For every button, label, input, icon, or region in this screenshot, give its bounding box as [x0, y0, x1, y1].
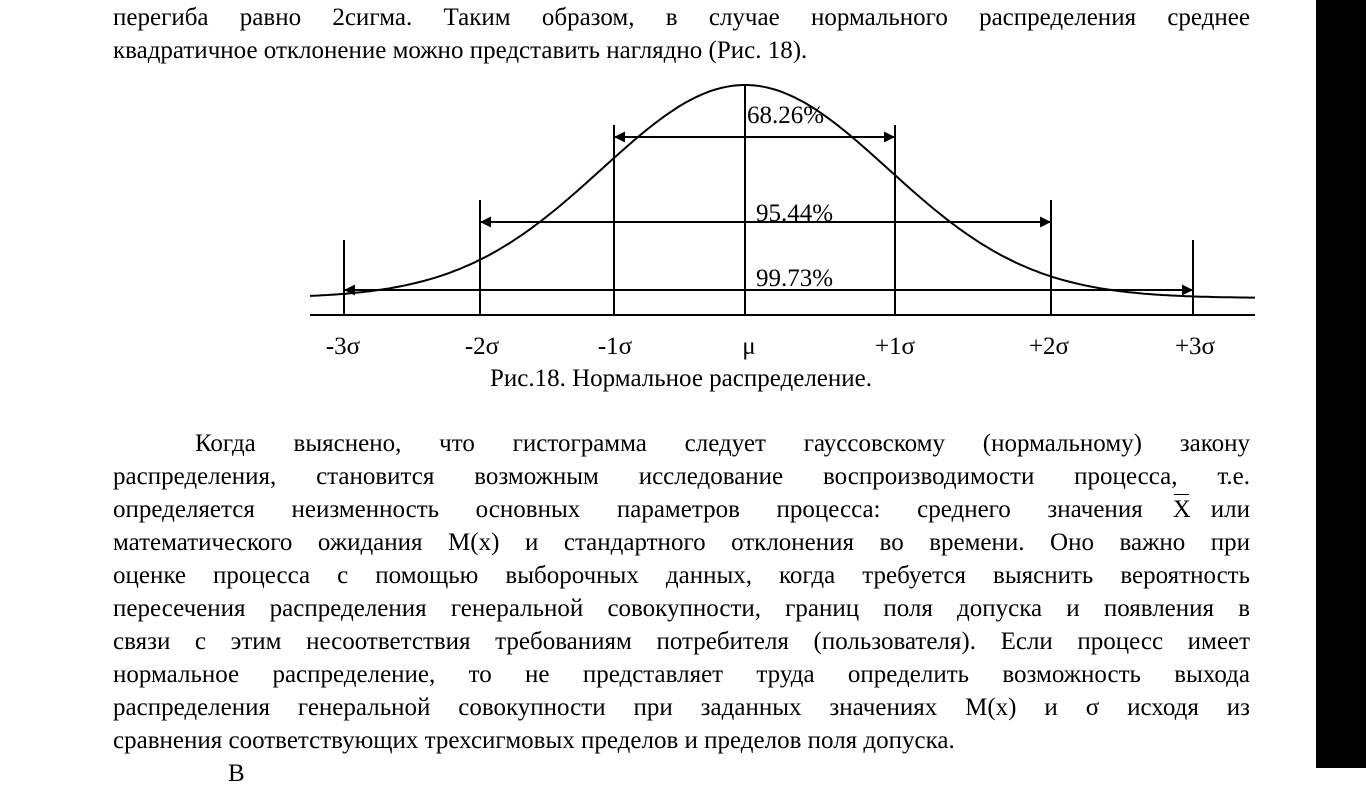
label-99-percent: 99.73%	[756, 265, 834, 292]
paragraph-line: математического ожидания М(х) и стандартного отклонения во времени. Оно важно при	[113, 529, 1250, 556]
tick-label: -1σ	[597, 333, 633, 360]
paragraph-line-partial: В	[228, 760, 245, 787]
paragraph-line: распределения генеральной совокупности при заданных значениях М(х) и σ исходя из	[113, 694, 1250, 721]
label-68-percent: 68.26%	[747, 102, 825, 129]
paragraph-line: Когда выяснено, что гистограмма следует гауссовскому (нормальному) закону	[195, 430, 1250, 457]
paragraph-line: перегиба равно 2сигма. Таким образом, в случае нормального распределения среднее	[113, 4, 1250, 31]
figure-caption: Рис.18. Нормальное распределение.	[489, 365, 873, 392]
tick-label: +1σ	[874, 333, 916, 360]
next-paragraph-start	[113, 757, 1250, 790]
paragraph-line: квадратичное отклонение можно представить наглядно (Рис. 18).	[113, 37, 808, 64]
paragraph-line: нормальное распределение, то не представляет труда определить возможность выхода	[113, 661, 1250, 688]
tick-label: -3σ	[325, 333, 361, 360]
paragraph-line-text: определяется неизменность основных параметров процесса: среднего значения	[113, 496, 1143, 523]
body-paragraph	[113, 427, 1250, 757]
paragraph-line: сравнения соответствующих трехсигмовых пределов и пределов поля допуска.	[113, 727, 955, 754]
paragraph-line: пересечения распределения генеральной совокупности, границ поля допуска и появления в	[113, 595, 1250, 622]
tick-label: +2σ	[1028, 333, 1070, 360]
paragraph-line: распределения, становится возможным исследование воспроизводимости процесса, т.е.	[113, 463, 1250, 490]
normal-distribution-figure	[0, 0, 1316, 400]
mean-symbol: X	[1173, 493, 1191, 526]
mean-suffix: или	[1210, 496, 1250, 523]
paragraph-line: оценке процесса с помощью выборочных данных, когда требуется выяснить вероятность	[113, 562, 1250, 589]
paragraph-line: связи с этим несоответствия требованиям потребителя (пользователя). Если процесс имеет	[113, 628, 1250, 655]
tick-label: μ	[742, 333, 756, 360]
tick-label: -2σ	[464, 333, 500, 360]
paragraph-line-with-mean	[113, 493, 1250, 526]
window-edge	[1316, 0, 1366, 768]
tick-label: +3σ	[1174, 333, 1216, 360]
label-95-percent: 95.44%	[756, 200, 834, 227]
